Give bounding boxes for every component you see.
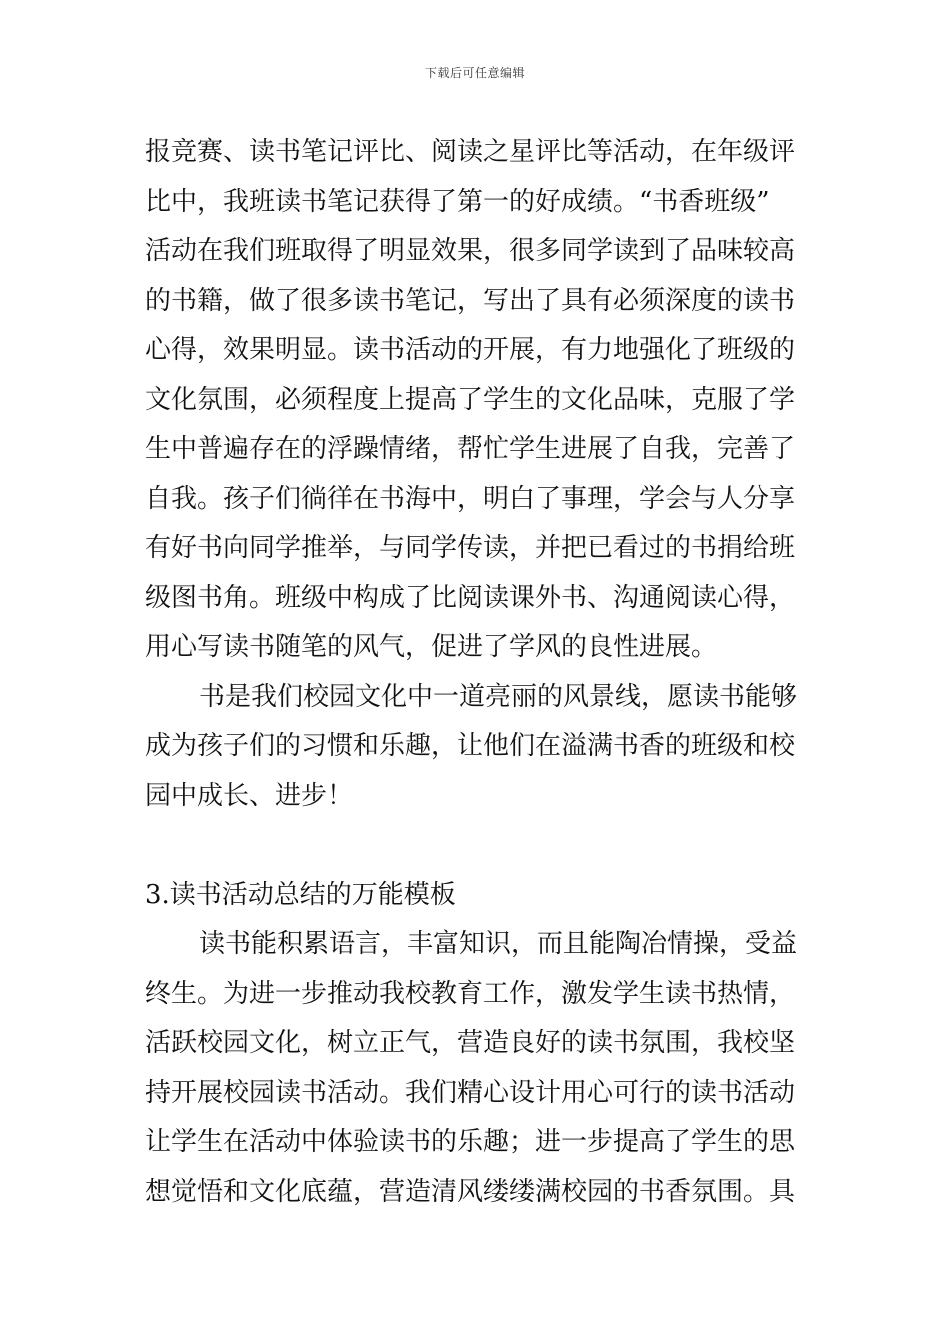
text-line: 心得，效果明显。读书活动的开展，有力地强化了班级的 bbox=[145, 335, 796, 365]
text-line: 想觉悟和文化底蕴，营造清风缕缕满校园的书香氛围。具 bbox=[145, 1176, 796, 1207]
text-line: 持开展校园读书活动。我们精心设计用心可行的读书活动 bbox=[145, 1077, 796, 1108]
text-line: 文化氛围，必须程度上提高了学生的文化品味，克服了学 bbox=[145, 384, 796, 415]
text-line: 读书能积累语言，丰富知识，而且能陶冶情操，受益 bbox=[199, 929, 798, 959]
document-body bbox=[145, 128, 810, 1217]
text-line: 自我。孩子们徜徉在书海中，明白了事理，学会与人分享 bbox=[145, 483, 796, 514]
text-line: 活动在我们班取得了明显效果，很多同学读到了品味较高 bbox=[145, 236, 796, 266]
text-line: 生中普遍存在的浮躁情绪，帮忙学生进展了自我，完善了 bbox=[145, 434, 796, 464]
paragraph-2 bbox=[145, 673, 810, 822]
text-line: 园中成长、进步！ bbox=[145, 780, 354, 811]
paragraph-1 bbox=[145, 128, 810, 673]
text-line: 活跃校园文化，树立正气，营造良好的读书氛围，我校坚 bbox=[145, 1028, 796, 1058]
blank-line bbox=[145, 821, 810, 871]
text-line: 用心写读书随笔的风气，促进了学风的良性进展。 bbox=[145, 632, 718, 662]
text-line: 比中，我班读书笔记获得了第一的好成绩。“书香班级” bbox=[145, 186, 770, 217]
paragraph-3 bbox=[145, 920, 810, 1217]
text-line: 成为孩子们的习惯和乐趣，让他们在溢满书香的班级和校 bbox=[145, 731, 796, 761]
text-line: 的书籍，做了很多读书笔记，写出了具有必须深度的读书 bbox=[145, 285, 796, 316]
text-line: 报竞赛、读书笔记评比、阅读之星评比等活动，在年级评 bbox=[145, 137, 796, 167]
section-heading: 3.读书活动总结的万能模板 bbox=[145, 879, 456, 910]
text-line: 有好书向同学推举，与同学传读，并把已看过的书捐给班 bbox=[145, 533, 796, 563]
text-line: 终生。为进一步推动我校教育工作，激发学生读书热情， bbox=[145, 978, 796, 1009]
page-header: 下载后可任意编辑 bbox=[424, 66, 525, 80]
text-line: 级图书角。班级中构成了比阅读课外书、沟通阅读心得， bbox=[145, 582, 796, 613]
text-line: 让学生在活动中体验读书的乐趣；进一步提高了学生的思 bbox=[145, 1127, 796, 1157]
text-line: 书是我们校园文化中一道亮丽的风景线，愿读书能够 bbox=[199, 681, 798, 712]
